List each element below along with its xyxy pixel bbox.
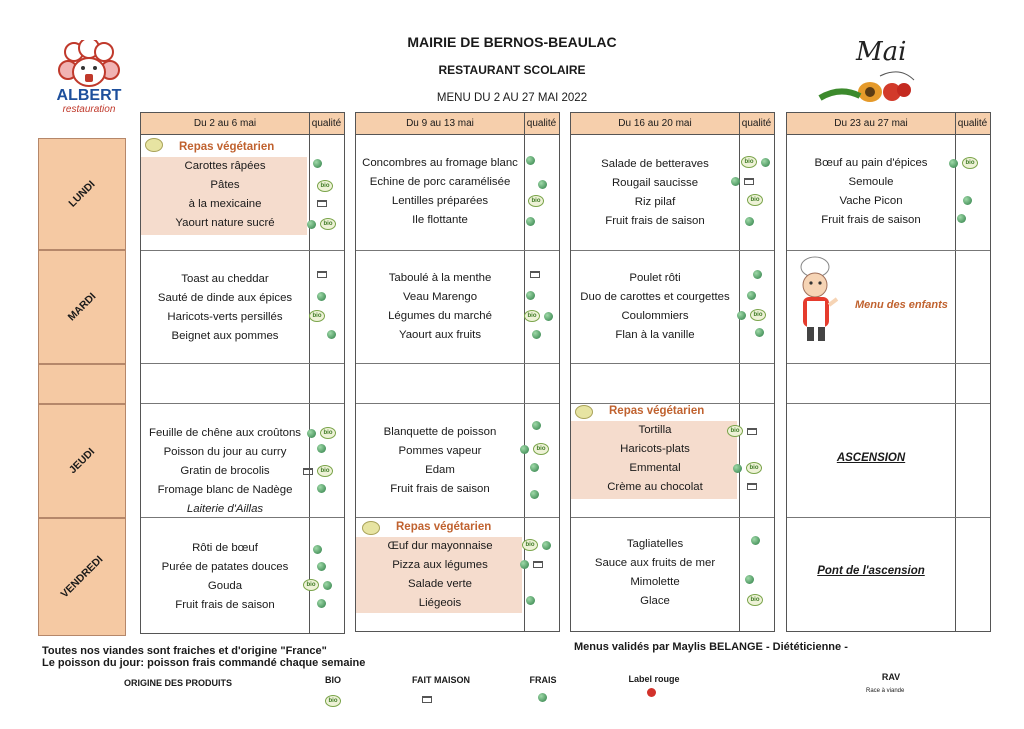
day-label-mercredi: [38, 364, 126, 404]
page-title: MAIRIE DE BERNOS-BEAULAC: [407, 34, 617, 50]
frais-icon: [542, 541, 551, 550]
frais-icon: [751, 536, 760, 545]
bio-icon: bio: [303, 579, 319, 591]
frais-icon: [538, 693, 547, 702]
legend-rav-label: RAV: [881, 672, 901, 682]
quality-icons: [733, 462, 762, 474]
frais-icon: [745, 217, 754, 226]
frais-icon: [317, 444, 326, 453]
menu-item: Fruit frais de saison: [390, 483, 490, 495]
menu-item: Sauce aux fruits de mer: [594, 557, 716, 569]
footer-fish: Le poisson du jour: poisson frais commandé chaque semaine: [42, 657, 366, 669]
menu-cell-lundi: [787, 154, 955, 230]
quality-icons: [522, 539, 551, 551]
menu-cell-mardi: [356, 269, 524, 345]
day-label-text: JEUDI: [66, 445, 98, 477]
menu-item: Edam: [425, 464, 455, 476]
bio-icon: bio: [747, 594, 763, 606]
menu-item: Bœuf au pain d'épices: [814, 157, 928, 169]
quality-icons: [747, 483, 757, 490]
menu-item: Gouda: [207, 580, 243, 592]
bio-icon: bio: [533, 443, 549, 455]
fait-maison-icon: [303, 468, 313, 475]
menu-item: Liégeois: [418, 597, 462, 609]
frais-icon: [731, 177, 740, 186]
quality-icons: [526, 217, 535, 226]
bio-icon: bio: [320, 427, 336, 439]
frais-icon: [745, 575, 754, 584]
frais-icon: [753, 270, 762, 279]
legend-fait-maison-label: FAIT MAISON: [412, 675, 470, 685]
frais-icon: [327, 330, 336, 339]
menu-item: Glace: [640, 595, 670, 607]
frais-icon: [526, 156, 535, 165]
week-header: [787, 113, 990, 135]
quality-icons: [745, 217, 754, 226]
day-label-text: VENDREDI: [58, 553, 106, 601]
menu-item: Salade de betteraves: [601, 158, 709, 170]
quality-icons: [530, 463, 539, 472]
menu-item: Vache Picon: [839, 195, 903, 207]
quality-icons: [731, 177, 754, 186]
fait-maison-icon: [317, 271, 327, 278]
bio-icon: bio: [962, 157, 978, 169]
quality-icons: [528, 195, 544, 207]
quality-icons: [755, 328, 764, 337]
menu-item: Feuille de chêne aux croûtons: [149, 427, 301, 439]
albert-logo: [52, 40, 132, 118]
chef-child-illustration: [793, 255, 841, 347]
frais-icon: [963, 196, 972, 205]
page-subtitle: RESTAURANT SCOLAIRE: [438, 63, 586, 77]
quality-icons: [538, 180, 547, 189]
week-header: [356, 113, 559, 135]
logo-subtitle: restauration: [62, 104, 116, 115]
quality-icons: [303, 579, 332, 591]
frais-icon: [520, 445, 529, 454]
frais-icon: [317, 292, 326, 301]
vegetarian-icon: [145, 138, 163, 152]
mai-illustration: [810, 32, 930, 108]
menu-cell-jeudi: [356, 423, 524, 499]
menu-item: Haricots-plats: [620, 443, 690, 455]
day-label-mardi: [38, 250, 126, 364]
legend-label-rouge-label: Label rouge: [628, 674, 680, 684]
legend-frais-marker: [538, 689, 547, 707]
menu-item: Toast au cheddar: [181, 273, 269, 285]
bio-icon: bio: [317, 180, 333, 192]
quality-icons: [532, 330, 541, 339]
footer-meat-origin: Toutes nos viandes sont fraiches et d'origine "France": [42, 645, 327, 657]
bio-icon: bio: [727, 425, 743, 437]
quality-icons: [317, 180, 333, 192]
menu-item: Echine de porc caramélisée: [369, 176, 511, 188]
menu-item: Beignet aux pommes: [171, 330, 279, 342]
bio-icon: bio: [750, 309, 766, 321]
bio-icon: bio: [747, 194, 763, 206]
week-column-1: [140, 112, 345, 634]
legend-bio-label: BIO: [324, 675, 341, 685]
day-label-text: MARDI: [65, 290, 99, 324]
frais-icon: [949, 159, 958, 168]
bio-icon: bio: [524, 310, 540, 322]
quality-header: qualité: [526, 118, 557, 129]
frais-icon: [526, 217, 535, 226]
vegetarian-icon: [575, 405, 593, 419]
frais-icon: [737, 311, 746, 320]
quality-header: qualité: [311, 118, 342, 129]
menu-item: Lentilles préparées: [391, 195, 489, 207]
fait-maison-icon: [533, 561, 543, 568]
quality-icons: [747, 291, 756, 300]
frais-icon: [733, 464, 742, 473]
week-column-4: [786, 112, 991, 632]
menu-item: Emmental: [629, 462, 681, 474]
holiday-note-pont: Pont de l'ascension: [817, 565, 925, 577]
menu-item: Flan à la vanille: [615, 329, 695, 341]
menu-item: Fruit frais de saison: [175, 599, 275, 611]
bio-icon: bio: [317, 465, 333, 477]
frais-icon: [323, 581, 332, 590]
legend-fait-maison-marker: [422, 690, 432, 708]
legend-bio-marker: [325, 689, 341, 707]
chef-mascot-icon: [52, 40, 126, 88]
menu-item: Tortilla: [638, 424, 672, 436]
menu-cell-lundi: [141, 157, 309, 233]
menu-cell-vendredi: [141, 539, 309, 615]
quality-icons: [530, 271, 540, 278]
quality-icons: [309, 310, 325, 322]
menu-item: Pommes vapeur: [398, 445, 482, 457]
bio-icon: bio: [528, 195, 544, 207]
menu-item: Fromage blanc de Nadège: [157, 484, 293, 496]
frais-icon: [520, 560, 529, 569]
menu-cell-mardi: [571, 269, 739, 345]
menu-item: Poulet rôti: [629, 272, 681, 284]
fait-maison-icon: [422, 696, 432, 703]
frais-icon: [530, 490, 539, 499]
frais-icon: [747, 291, 756, 300]
bio-icon: bio: [741, 156, 757, 168]
quality-header: qualité: [741, 118, 772, 129]
week-range: Du 16 au 20 mai: [618, 118, 692, 129]
day-label-text: LUNDI: [66, 178, 98, 210]
fait-maison-icon: [747, 483, 757, 490]
menu-item: Purée de patates douces: [161, 561, 289, 573]
menu-item: Semoule: [848, 176, 894, 188]
menu-item: Gratin de brocolis: [180, 465, 270, 477]
quality-icons: [303, 465, 333, 477]
quality-icons: [317, 599, 326, 608]
fait-maison-icon: [530, 271, 540, 278]
quality-icons: [957, 214, 966, 223]
quality-icons: [313, 159, 322, 168]
quality-icons: [949, 157, 978, 169]
week-range: Du 9 au 13 mai: [406, 118, 474, 129]
quality-icons: [317, 200, 327, 207]
frais-icon: [526, 596, 535, 605]
menu-item: Salade verte: [408, 578, 472, 590]
menu-cell-mardi: [141, 270, 309, 346]
quality-icons: [727, 425, 757, 437]
week-range: Du 23 au 27 mai: [834, 118, 908, 129]
frais-icon: [532, 330, 541, 339]
quality-icons: [747, 594, 763, 606]
quality-icons: [307, 427, 336, 439]
vegetarian-meal-title: Repas végétarien: [179, 141, 275, 153]
day-label-jeudi: [38, 404, 126, 518]
menu-cell-jeudi: [571, 421, 739, 497]
frais-icon: [532, 421, 541, 430]
frais-icon: [307, 429, 316, 438]
quality-icons: [747, 194, 763, 206]
menu-cell-lundi: [571, 155, 739, 231]
menu-item: Rôti de bœuf: [192, 542, 258, 554]
menu-item: Poisson du jour au curry: [163, 446, 287, 458]
quality-icons: [741, 156, 770, 168]
week-range: Du 2 au 6 mai: [193, 118, 257, 129]
frais-icon: [761, 158, 770, 167]
quality-icons: [963, 196, 972, 205]
fait-maison-icon: [747, 428, 757, 435]
quality-icons: [317, 484, 326, 493]
frais-icon: [317, 484, 326, 493]
menu-item: Carottes râpées: [184, 160, 266, 172]
day-label-lundi: [38, 138, 126, 250]
quality-icons: [524, 310, 553, 322]
day-label-vendredi: [38, 518, 126, 636]
quality-icons: [317, 562, 326, 571]
bio-icon: bio: [325, 695, 341, 707]
menu-item: Œuf dur mayonnaise: [387, 540, 493, 552]
frais-icon: [317, 562, 326, 571]
quality-icons: [327, 330, 336, 339]
footer-dietitian: Menus validés par Maylis BELANGE - Diététicienne -: [574, 641, 848, 653]
bio-icon: bio: [522, 539, 538, 551]
quality-icons: [526, 596, 535, 605]
menu-cell-vendredi: [356, 537, 524, 613]
menu-item: Légumes du marché: [388, 310, 492, 322]
quality-icons: [317, 444, 326, 453]
menu-cell-vendredi: [571, 535, 739, 611]
holiday-note-ascension: ASCENSION: [836, 452, 906, 464]
week-header: [141, 113, 344, 135]
menu-item-note: Laiterie d'Aillas: [186, 503, 264, 515]
menu-item: Concombres au fromage blanc: [362, 157, 518, 169]
menu-item: Veau Marengo: [402, 291, 478, 303]
fait-maison-icon: [744, 178, 754, 185]
frais-icon: [307, 220, 316, 229]
menu-item: Duo de carottes et courgettes: [580, 291, 730, 303]
menu-item: à la mexicaine: [188, 198, 262, 210]
menu-item: Pâtes: [210, 179, 240, 191]
quality-icons: [307, 218, 336, 230]
frais-icon: [530, 463, 539, 472]
quality-icons: [753, 270, 762, 279]
menu-item: Crème au chocolat: [607, 481, 703, 493]
menu-item: Haricots-verts persillés: [167, 311, 283, 323]
menu-item: Yaourt nature sucré: [175, 217, 275, 229]
menu-item: Rougail saucisse: [611, 177, 699, 189]
vegetarian-icon: [362, 521, 380, 535]
quality-icons: [751, 536, 760, 545]
menu-cell-jeudi: [141, 424, 309, 519]
frais-icon: [526, 291, 535, 300]
menu-item: Taboulé à la menthe: [388, 272, 492, 284]
svg-text:Mai: Mai: [856, 37, 907, 67]
menu-item: Coulommiers: [621, 310, 689, 322]
menu-item: Ile flottante: [412, 214, 468, 226]
quality-icons: [313, 545, 322, 554]
frais-icon: [755, 328, 764, 337]
bio-icon: bio: [309, 310, 325, 322]
legend-origin: ORIGINE DES PRODUITS: [124, 678, 233, 688]
quality-icons: [317, 292, 326, 301]
quality-icons: [317, 271, 327, 278]
vegetarian-meal-title: Repas végétarien: [609, 405, 705, 417]
vegetarian-meal-title: Repas végétarien: [396, 521, 492, 533]
frais-icon: [538, 180, 547, 189]
menu-item: Fruit frais de saison: [821, 214, 921, 226]
menu-date-range: MENU DU 2 AU 27 MAI 2022: [436, 92, 588, 104]
frais-icon: [313, 159, 322, 168]
legend-frais-label: FRAIS: [529, 675, 557, 685]
week-column-3: [570, 112, 775, 632]
menu-item: Sauté de dinde aux épices: [157, 292, 293, 304]
label-rouge-icon: [647, 688, 656, 697]
menu-item: Riz pilaf: [634, 196, 676, 208]
quality-icons: [530, 490, 539, 499]
frais-icon: [313, 545, 322, 554]
quality-icons: [520, 443, 549, 455]
quality-icons: [745, 575, 754, 584]
menu-item: Mimolette: [630, 576, 680, 588]
quality-icons: [526, 291, 535, 300]
menu-item: Yaourt aux fruits: [398, 329, 482, 341]
quality-icons: [737, 309, 766, 321]
bio-icon: bio: [746, 462, 762, 474]
menu-item: Pizza aux légumes: [392, 559, 488, 571]
kids-menu-note: Menu des enfants: [855, 299, 948, 311]
logo-name: ALBERT: [56, 87, 122, 104]
quality-icons: [520, 560, 543, 569]
quality-icons: [526, 156, 535, 165]
frais-icon: [317, 599, 326, 608]
menu-item: Fruit frais de saison: [605, 215, 705, 227]
fait-maison-icon: [317, 200, 327, 207]
menu-cell-lundi: [356, 154, 524, 230]
frais-icon: [544, 312, 553, 321]
legend-rav-sub: Race à viande: [866, 688, 905, 694]
menu-item: Tagliatelles: [626, 538, 684, 550]
quality-icons: [532, 421, 541, 430]
menu-item: Blanquette de poisson: [383, 426, 497, 438]
frais-icon: [957, 214, 966, 223]
week-column-2: [355, 112, 560, 632]
bio-icon: bio: [320, 218, 336, 230]
quality-header: qualité: [957, 118, 988, 129]
week-header: [571, 113, 774, 135]
